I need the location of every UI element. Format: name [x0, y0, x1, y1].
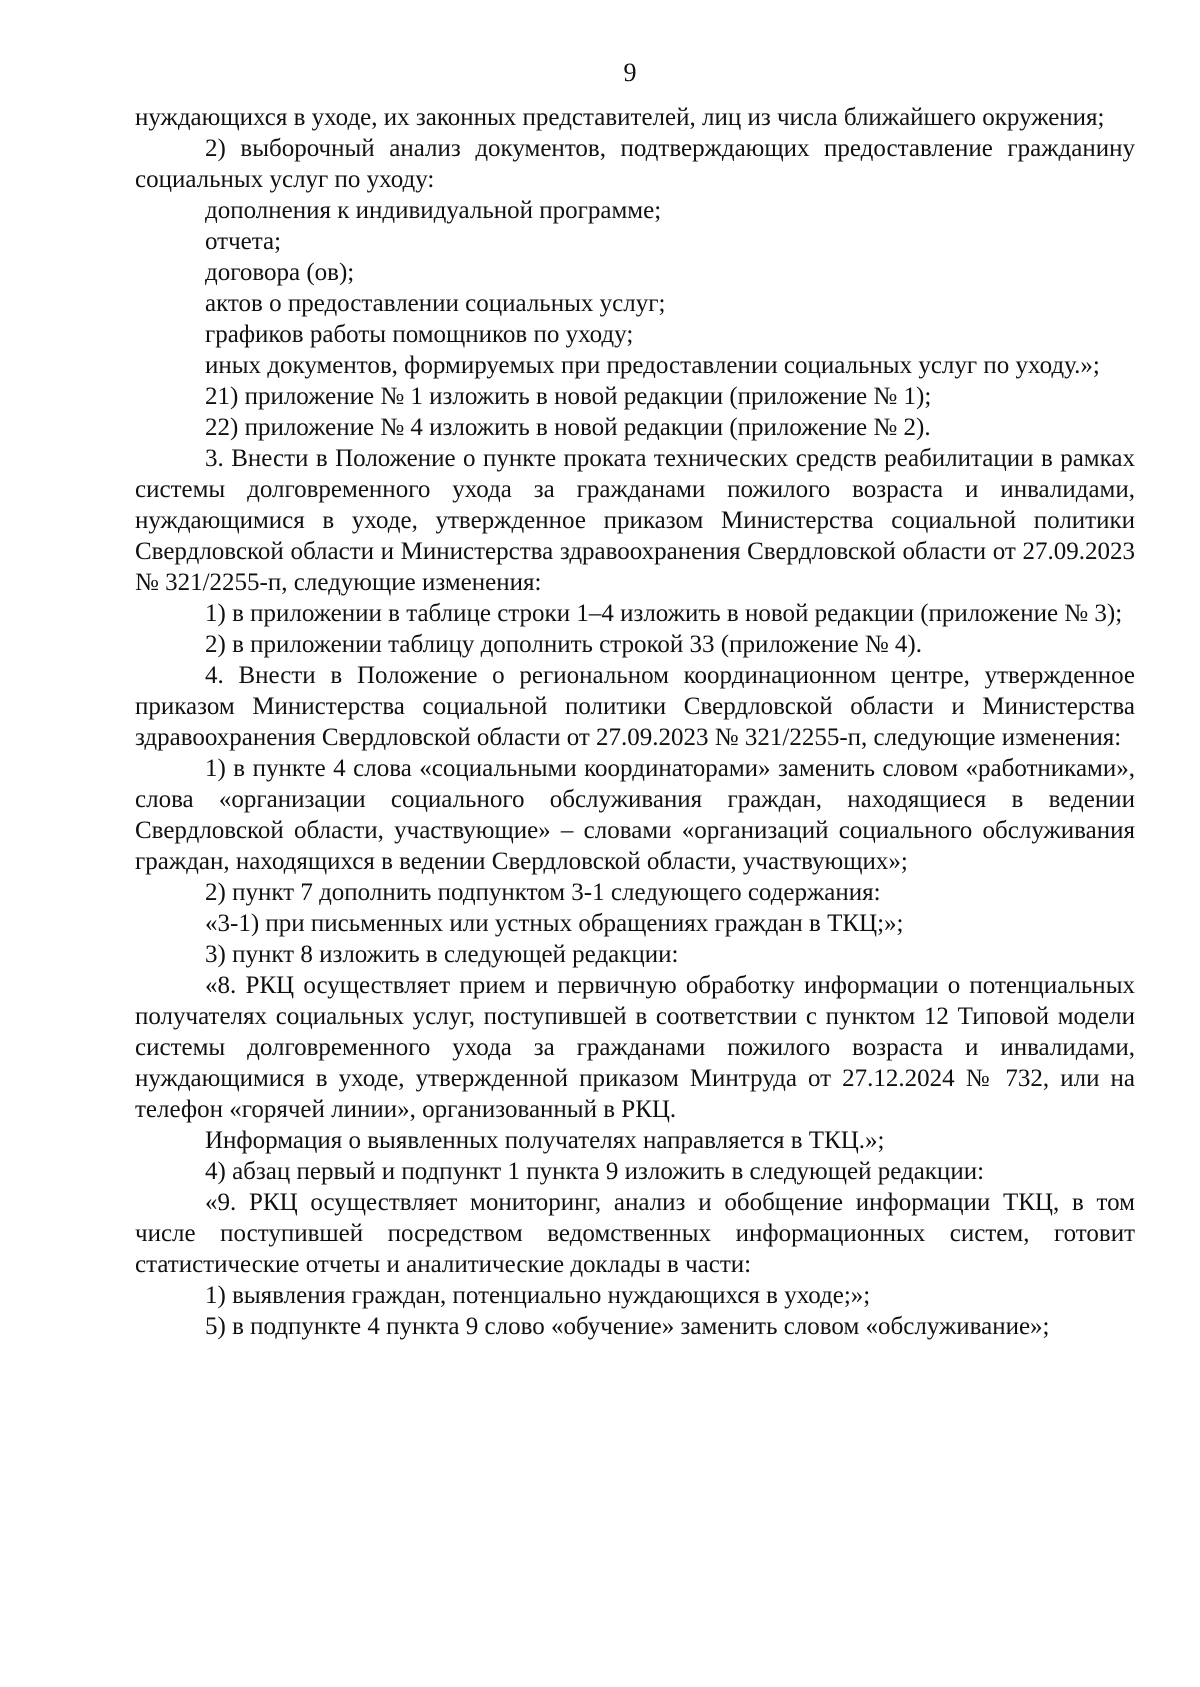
- paragraph: 4. Внести в Положение о региональном координационном центре, утвержденное приказом Министерства социальной политики Свердловской области и Министерства здравоохранения Свердловской области от 27.09.2023 № 321/2255-п, следующие изменения:: [135, 662, 1135, 751]
- paragraph: «8. РКЦ осуществляет прием и первичную обработку информации о потенциальных получателях социальных услуг, поступившей в соответствии с пунктом 12 Типовой модели системы долговременного ухода за гражданами пожилого возраста и инвалидами, нуждающимися в уходе, утвержденной приказом Минтруда от 27.12.2024 № 732, или на телефон «горячей линии», организованный в РКЦ.: [135, 972, 1135, 1123]
- paragraph: 2) в приложении таблицу дополнить строкой 33 (приложение № 4).: [205, 631, 922, 658]
- paragraph: «9. РКЦ осуществляет мониторинг, анализ и обобщение информации ТКЦ, в том числе поступившей посредством ведомственных информационных систем, готовит статистические отчеты и аналитические доклады в части:: [135, 1189, 1135, 1278]
- paragraph: 1) выявления граждан, потенциально нуждающихся в уходе;»;: [205, 1282, 871, 1309]
- paragraph: дополнения к индивидуальной программе;: [205, 197, 662, 224]
- paragraph: 1) в приложении в таблице строки 1–4 изложить в новой редакции (приложение № 3);: [205, 600, 1123, 627]
- document-body: [135, 102, 1135, 1342]
- paragraph: 3) пункт 8 изложить в следующей редакции:: [205, 941, 679, 968]
- paragraph: 2) пункт 7 дополнить подпунктом 3-1 следующего содержания:: [205, 879, 881, 906]
- paragraph: 4) абзац первый и подпункт 1 пункта 9 изложить в следующей редакции:: [205, 1158, 985, 1185]
- paragraph: отчета;: [205, 228, 282, 255]
- paragraph: 1) в пункте 4 слова «социальными координаторами» заменить словом «работниками», слова «организации социального обслуживания граждан, находящиеся в ведении Свердловской области, участвующие» – словами «организаций социального обслуживания граждан, находящихся в ведении Свердловской области, участвующих»;: [135, 755, 1135, 875]
- paragraph: 22) приложение № 4 изложить в новой редакции (приложение № 2).: [205, 414, 931, 441]
- paragraph: 2) выборочный анализ документов, подтверждающих предоставление гражданину социальных услуг по уходу:: [135, 135, 1135, 193]
- paragraph: иных документов, формируемых при предоставлении социальных услуг по уходу.»;: [205, 352, 1100, 379]
- paragraph: Информация о выявленных получателях направляется в ТКЦ.»;: [205, 1127, 885, 1154]
- paragraph: нуждающихся в уходе, их законных представителей, лиц из числа ближайшего окружения;: [135, 104, 1105, 131]
- paragraph: 3. Внести в Положение о пункте проката технических средств реабилитации в рамках системы долговременного ухода за гражданами пожилого возраста и инвалидами, нуждающимися в уходе, утвержденное приказом Министерства социальной политики Свердловской области и Министерства здравоохранения Свердловской области от 27.09.2023 № 321/2255-п, следующие изменения:: [135, 445, 1135, 596]
- paragraph: актов о предоставлении социальных услуг;: [205, 290, 666, 317]
- paragraph: договора (ов);: [205, 259, 355, 286]
- paragraph: 21) приложение № 1 изложить в новой редакции (приложение № 1);: [205, 383, 932, 410]
- paragraph: «3-1) при письменных или устных обращениях граждан в ТКЦ;»;: [205, 910, 904, 937]
- paragraph: графиков работы помощников по уходу;: [205, 321, 634, 348]
- page-number: 9: [623, 58, 637, 87]
- paragraph: 5) в подпункте 4 пункта 9 слово «обучение» заменить словом «обслуживание»;: [205, 1313, 1050, 1340]
